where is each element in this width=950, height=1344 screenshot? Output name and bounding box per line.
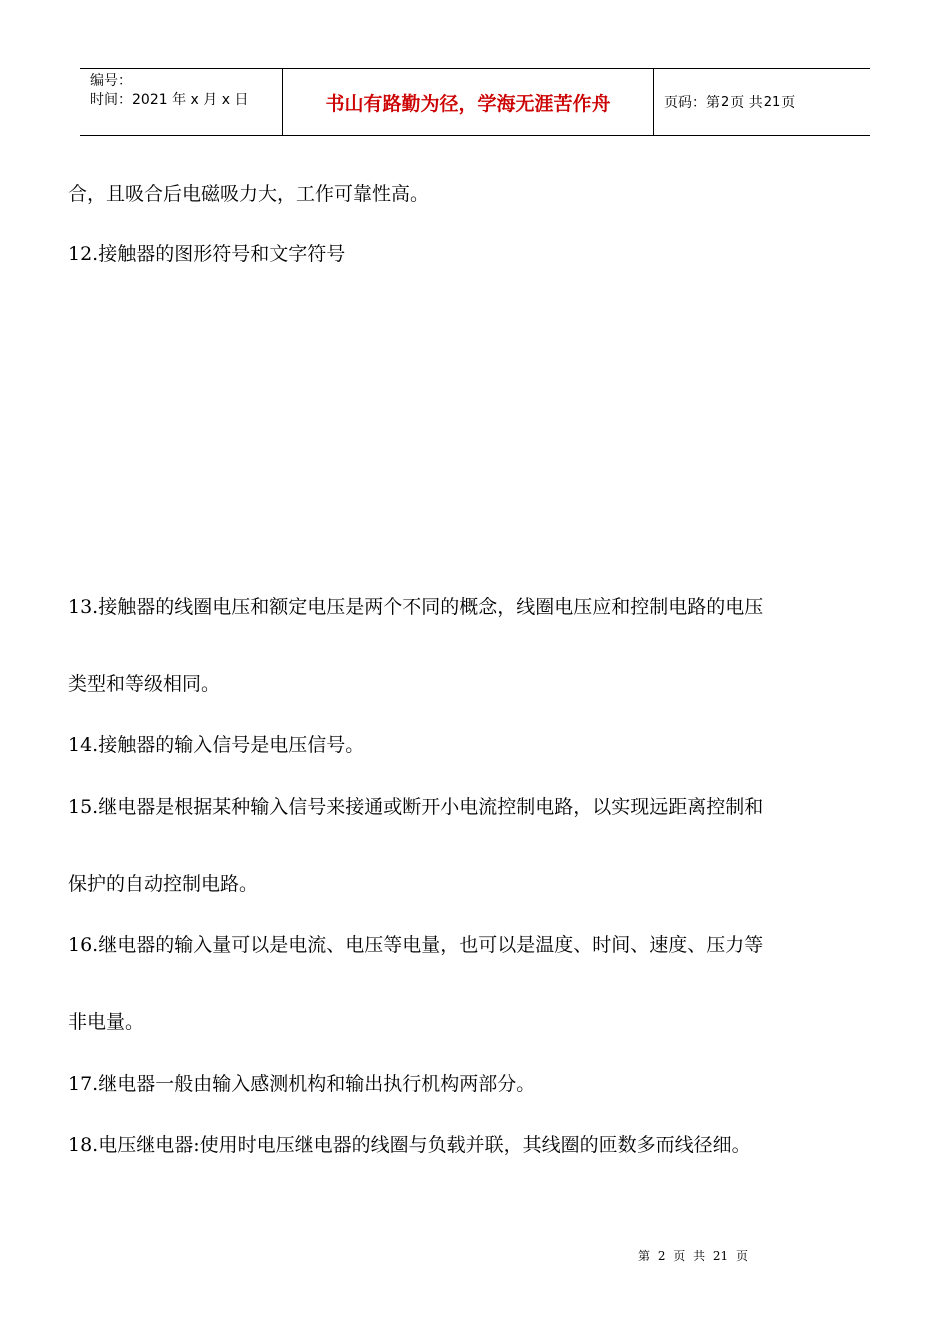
body-line: 合，且吸合后电磁吸力大，工作可靠性高。 — [68, 183, 430, 205]
page-footer: 第 2 页 共 21 页 — [638, 1249, 748, 1263]
body-line: 14.接触器的输入信号是电压信号。 — [68, 734, 365, 756]
header-motto: 书山有路勤为径，学海无涯苦作舟 — [283, 69, 654, 135]
body-line: 保护的自动控制电路。 — [68, 873, 259, 895]
page-number: 2 — [721, 94, 730, 110]
body-line: 16.继电器的输入量可以是电流、电压等电量，也可以是温度、时间、速度、压力等 — [68, 934, 764, 956]
page-suffix: 页 — [781, 95, 796, 111]
document-date: 时间：2021 年 x 月 x 日 — [90, 92, 249, 108]
page-header — [80, 68, 870, 136]
body-line: 类型和等级相同。 — [68, 673, 221, 695]
page-prefix: 页码：第 — [664, 95, 720, 111]
body-line: 非电量。 — [68, 1011, 145, 1033]
page-total: 21 — [763, 94, 781, 110]
body-line: 13.接触器的线圈电压和额定电压是两个不同的概念，线圈电压应和控制电路的电压 — [68, 596, 764, 618]
body-line: 18.电压继电器:使用时电压继电器的线圈与负载并联，其线圈的匝数多而线径细。 — [68, 1134, 751, 1156]
document-number-label: 编号： — [90, 73, 132, 89]
body-line: 12.接触器的图形符号和文字符号 — [68, 243, 346, 265]
header-meta-cell — [80, 69, 283, 135]
header-page-info — [654, 69, 870, 135]
body-line: 15.继电器是根据某种输入信号来接通或断开小电流控制电路，以实现远距离控制和 — [68, 796, 764, 818]
page-mid: 页 共 — [730, 95, 763, 111]
body-line: 17.继电器一般由输入感测机构和输出执行机构两部分。 — [68, 1073, 536, 1095]
